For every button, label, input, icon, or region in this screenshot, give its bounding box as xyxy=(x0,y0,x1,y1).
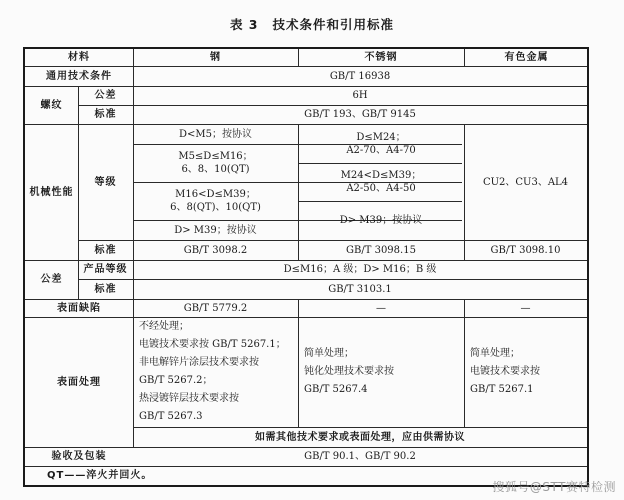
stainless-grade-3: D> M39；按协议 xyxy=(339,215,423,226)
acceptance-label: 验收及包装 xyxy=(51,451,107,462)
surface-treatment-label: 表面处理 xyxy=(57,376,101,388)
standards-table xyxy=(23,47,589,487)
nonferrous-grades: CU2、CU3、AL4 xyxy=(482,176,569,188)
footnote: QT——淬火并回火。 xyxy=(47,470,153,481)
thread-label: 螺纹 xyxy=(40,99,63,111)
table-number: 表 3 xyxy=(229,17,259,32)
product-grade-value: D≤M16；A 级；D> M16；B 级 xyxy=(283,264,437,275)
surface-defects-stainless: — xyxy=(376,302,386,314)
table-title xyxy=(0,15,624,33)
header-nonferrous: 有色金属 xyxy=(504,52,549,63)
surface-defects-steel: GB/T 5779.2 xyxy=(183,302,248,314)
surface-defects-label: 表面缺陷 xyxy=(57,302,101,314)
acceptance-value: GB/T 90.1、GB/T 90.2 xyxy=(304,451,416,462)
stainless-mech-standard: GB/T 3098.15 xyxy=(346,244,416,256)
steel-grade-4: D> M39；按协议 xyxy=(174,224,257,236)
surface-defects-nonferrous: — xyxy=(520,302,531,314)
thread-tolerance-label: 公差 xyxy=(94,90,117,101)
steel-grade-2: M5≤D≤M16； 6、8、10(QT) xyxy=(178,151,253,175)
stainless-grade-2: M24<D≤M39； A2-50、A4-50 xyxy=(340,170,422,194)
steel-grade-1: D<M5；按协议 xyxy=(179,128,252,140)
mechanical-grade-label: 等级 xyxy=(94,176,117,188)
surface-treatment-nonferrous: 简单处理； 电镀技术要求按 GB/T 5267.1 xyxy=(470,348,540,395)
surface-treatment-steel: 不经处理； 电镀技术要求按 GB/T 5267.1； 非电解锌片涂层技术要求按 GB/T 5267.2； 热浸镀锌层技术要求按 GB/T 5267.3 xyxy=(139,321,286,422)
tolerance-standard-value: GB/T 3103.1 xyxy=(328,283,392,295)
tolerance-standard-label: 标准 xyxy=(94,283,117,295)
thread-tolerance-value: 6H xyxy=(352,90,368,101)
mechanical-standard-label: 标准 xyxy=(94,244,117,256)
table-caption: 技术条件和引用标准 xyxy=(272,17,395,32)
general-conditions-label: 通用技术条件 xyxy=(46,70,112,82)
steel-mech-standard: GB/T 3098.2 xyxy=(183,244,248,256)
general-conditions-value: GB/T 16938 xyxy=(329,70,391,82)
product-grade-label: 产品等级 xyxy=(83,264,128,275)
watermark: 搜狐号@STT赛特检测 xyxy=(492,480,616,494)
mechanical-label: 机械性能 xyxy=(29,186,74,198)
nonferrous-mech-standard: GB/T 3098.10 xyxy=(490,244,561,256)
thread-standard-label: 标准 xyxy=(94,109,117,120)
stainless-grade-1: D≤M24； A2-70、A4-70 xyxy=(346,131,416,156)
steel-grade-3: M16<D≤M39； 6、8(QT)、10(QT) xyxy=(170,189,261,213)
thread-standard-value: GB/T 193、GB/T 9145 xyxy=(304,109,416,120)
surface-treatment-note: 如需其他技术要求或表面处理，应由供需协议 xyxy=(255,431,465,443)
surface-treatment-stainless: 简单处理； 钝化处理技术要求按 GB/T 5267.4 xyxy=(304,348,394,395)
tolerance-label: 公差 xyxy=(40,274,63,285)
header-material: 材料 xyxy=(68,52,90,63)
header-stainless: 不锈钢 xyxy=(364,52,398,63)
header-steel: 钢 xyxy=(210,52,221,63)
